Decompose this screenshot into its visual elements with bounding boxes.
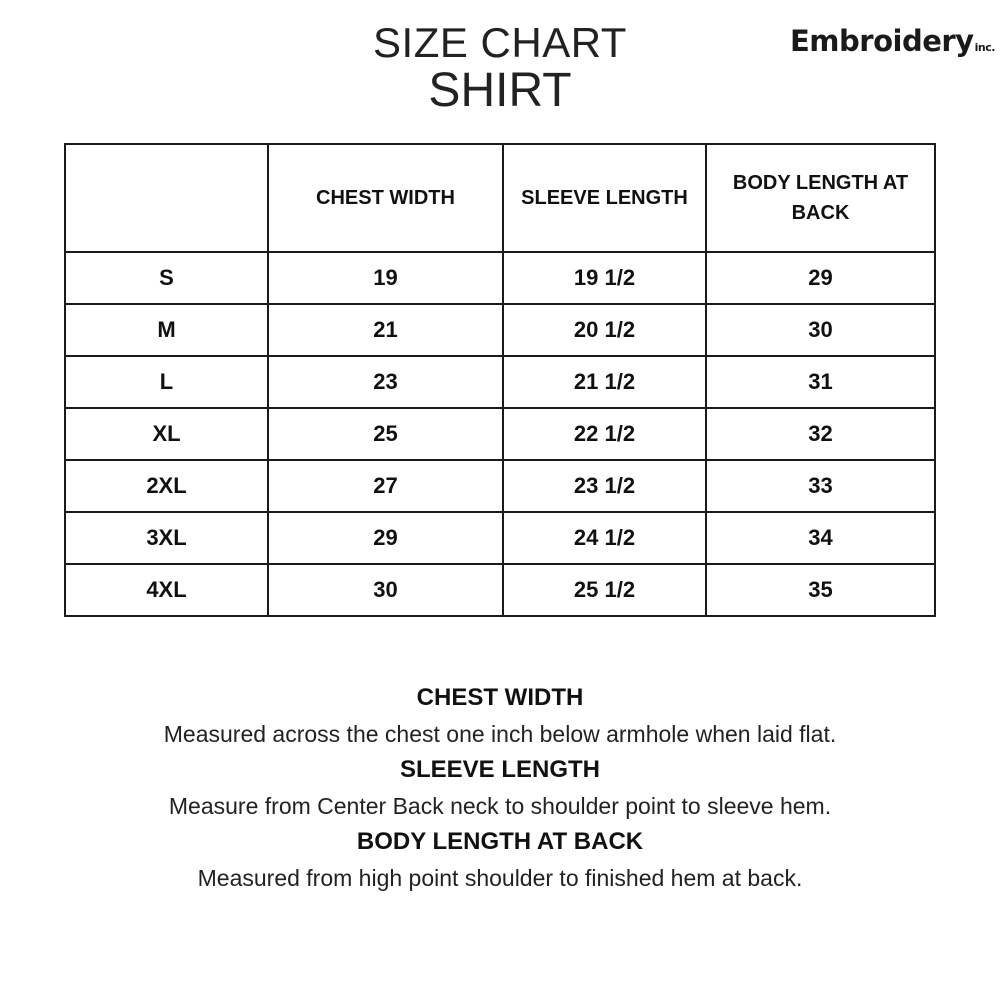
size-table: [64, 143, 936, 617]
chest-width-cell: 19: [268, 252, 503, 304]
chest-width-cell: 21: [268, 304, 503, 356]
sleeve-length-cell: 25 1/2: [503, 564, 706, 616]
sleeve-length-cell: 22 1/2: [503, 408, 706, 460]
size-cell: 3XL: [65, 512, 268, 564]
page-title: SIZE CHART: [373, 19, 627, 66]
table-header-row: [65, 144, 935, 252]
note-heading-chest-width: CHEST WIDTH: [416, 684, 584, 711]
chest-width-cell: 25: [268, 408, 503, 460]
brand-logo-text: Embroidery: [790, 24, 974, 58]
brand-logo-suffix: inc.: [974, 41, 995, 54]
table-row: [65, 512, 935, 564]
note-text-chest-width: Measured across the chest one inch below armhole when laid flat.: [163, 721, 837, 747]
size-cell: XL: [65, 408, 268, 460]
body-length-cell: 30: [706, 304, 935, 356]
size-cell: M: [65, 304, 268, 356]
body-length-cell: 31: [706, 356, 935, 408]
header-body-length: BODY LENGTH AT BACK: [706, 144, 935, 252]
sleeve-length-cell: 19 1/2: [503, 252, 706, 304]
table-row: [65, 304, 935, 356]
size-cell: S: [65, 252, 268, 304]
header-size: [65, 144, 268, 252]
size-cell: 2XL: [65, 460, 268, 512]
table-row: [65, 356, 935, 408]
sleeve-length-cell: 23 1/2: [503, 460, 706, 512]
page-subtitle: SHIRT: [428, 64, 572, 117]
chest-width-cell: 27: [268, 460, 503, 512]
header-sleeve-length: SLEEVE LENGTH: [503, 144, 706, 252]
header-chest-width: CHEST WIDTH: [268, 144, 503, 252]
table-row: [65, 408, 935, 460]
sleeve-length-cell: 21 1/2: [503, 356, 706, 408]
body-length-cell: 35: [706, 564, 935, 616]
note-heading-body-length: BODY LENGTH AT BACK: [356, 828, 644, 855]
note-heading-sleeve-length: SLEEVE LENGTH: [399, 756, 601, 783]
note-text-sleeve-length: Measure from Center Back neck to shoulder point to sleeve hem.: [168, 793, 832, 819]
body-length-cell: 34: [706, 512, 935, 564]
chest-width-cell: 30: [268, 564, 503, 616]
measurement-notes: [0, 680, 1000, 896]
body-length-cell: 33: [706, 460, 935, 512]
note-text-body-length: Measured from high point shoulder to finished hem at back.: [197, 865, 803, 891]
chest-width-cell: 29: [268, 512, 503, 564]
sleeve-length-cell: 20 1/2: [503, 304, 706, 356]
body-length-cell: 29: [706, 252, 935, 304]
chest-width-cell: 23: [268, 356, 503, 408]
size-cell: L: [65, 356, 268, 408]
sleeve-length-cell: 24 1/2: [503, 512, 706, 564]
body-length-cell: 32: [706, 408, 935, 460]
table-row: [65, 564, 935, 616]
size-cell: 4XL: [65, 564, 268, 616]
table-row: [65, 252, 935, 304]
brand-logo: [790, 24, 995, 58]
table-row: [65, 460, 935, 512]
